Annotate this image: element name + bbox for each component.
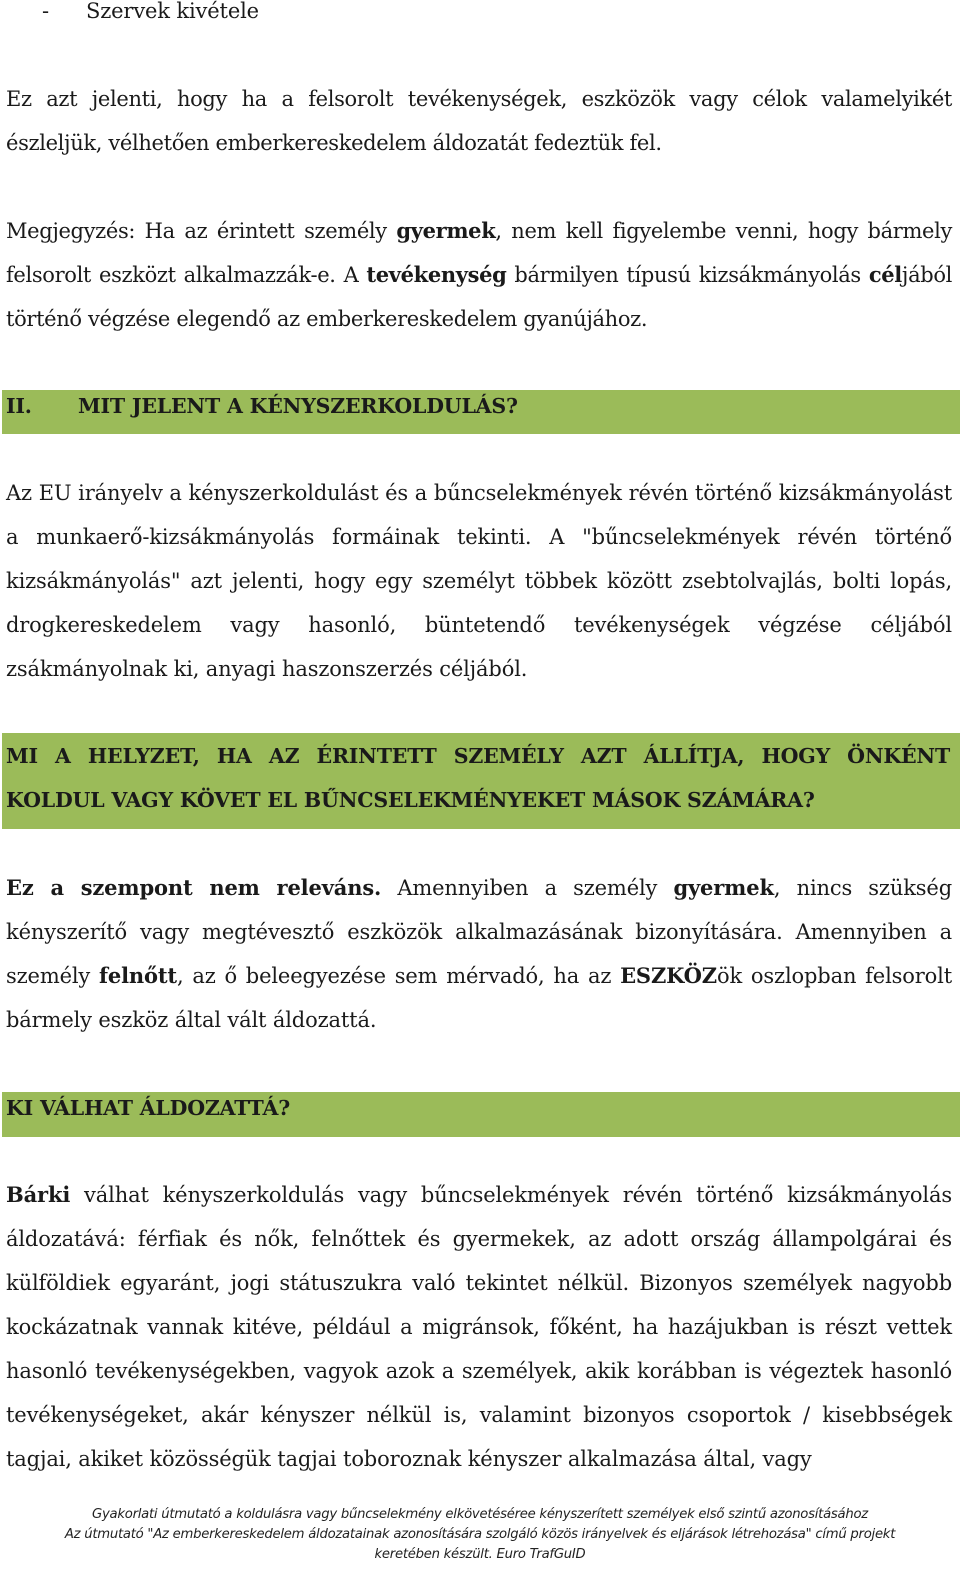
victims-text: válhat kényszerkoldulás vagy bűncselekmények révén történő kizsákmányolás áldozatává: férfiak és nők, felnőttek és gyermekek, az adott ország állampolgárai és külföldiek egyaránt, jogi státuszukra való tekintet nélkül. Bizonyos személyek nagyobb kockázatnak vannak kitéve, például a migránsok, főként, ha hazájukban is részt vettek hasonló tevékenységekben, vagyok azok a személyek, akik korábban is végeztek hasonló tevékenységeket, akár kényszer nélkül is, valamint bizonyos csoportok / kisebbségek tagjai, akiket közösségük tagjai toboroznak kényszer alkalmazása által, vagy [6,1183,952,1471]
question-heading-voluntary: MI A HELYZET, HA AZ ÉRINTETT SZEMÉLY AZT ÁLLÍTJA, HOGY ÖNKÉNT KOLDUL VAGY KÖVET EL BŰNCSELEKMÉNYEKET MÁSOK SZÁMÁRA? [6,744,950,812]
section-title: MIT JELENT A KÉNYSZERKOLDULÁS? [78,394,518,418]
page-footer [0,1505,960,1565]
note-bold-gyermek: gyermek [396,218,496,243]
question-heading-victim: KI VÁLHAT ÁLDOZATTÁ? [6,1096,291,1120]
paragraph-victims [6,1173,952,1481]
note-text-e: bármilyen típusú kizsákmányolás [506,263,869,287]
relevance-bold-gyermek: gyermek [673,875,774,900]
relevance-text-d: , nincs szükség kényszerítő vagy megtévesztő eszközök alkalmazásának bizonyítására. Amennyiben a személy [6,876,952,988]
note-text-a: Megjegyzés: Ha az érintett személy [6,219,397,243]
paragraph-intro-text: Ez azt jelenti, hogy ha a felsorolt tevékenységek, eszközök vagy célok valamelyikét észleljük, vélhetően emberkereskedelem áldozatát fedeztük fel. [6,87,952,155]
relevance-text-f: , az ő beleegyezése sem mérvadó, ha az [176,964,621,988]
paragraph-definition [6,471,952,691]
relevance-bold-lead: Ez a szempont nem releváns. [6,875,382,900]
relevance-bold-eszkoz: ESZKÖZ [620,963,717,988]
relevance-text-b: Amennyiben a személy [381,876,674,900]
section-heading-2 [6,384,950,428]
section-number: II. [6,394,32,418]
victims-bold-barki: Bárki [6,1182,71,1207]
paragraph-definition-text: Az EU irányelv a kényszerkoldulást és a bűncselekmények révén történő kizsákmányolást a munkaerő-kizsákmányolás formáinak tekinti. A "bűncselekmények révén történő kizsákmányolás" azt jelenti, hogy egy személyt többek között zsebtolvajlás, bolti lopás, drogkereskedelem vagy hasonló, büntetendő tevékenységek végzése céljából zsákmányolnak ki, anyagi haszonszerzés céljából. [6,481,952,681]
paragraph-note [6,209,952,341]
bullet-text: Szervek kivétele [86,0,259,23]
note-text-c: , nem kell figyelembe venni, hogy bármely felsorolt eszközt alkalmazzák-e. A [6,219,953,287]
relevance-text-h: ök oszlopban felsorolt bármely eszköz által vált áldozattá. [6,964,952,1032]
bullet-dash: - [42,0,49,23]
note-text-g: jából történő végzése elegendő az emberkereskedelem gyanújához. [6,263,952,331]
bullet-item [6,0,952,33]
relevance-bold-felnott: felnőtt [98,963,177,988]
paragraph-intro [6,77,952,165]
footer-line-3: keretében készült. Euro TrafGuID [374,1547,586,1562]
footer-line-2: Az útmutató "Az emberkereskedelem áldozatainak azonosítására szolgáló közös irányelvek és eljárások létrehozása" című projekt [64,1527,896,1542]
note-bold-tevekenyseg: tevékenység [366,262,507,287]
paragraph-relevance [6,866,952,1042]
note-bold-cel: cél [868,262,902,287]
footer-line-1: Gyakorlati útmutató a koldulásra vagy bűncselekmény elkövetéséree kényszerített személyek első szintű azonosításához [92,1507,868,1522]
